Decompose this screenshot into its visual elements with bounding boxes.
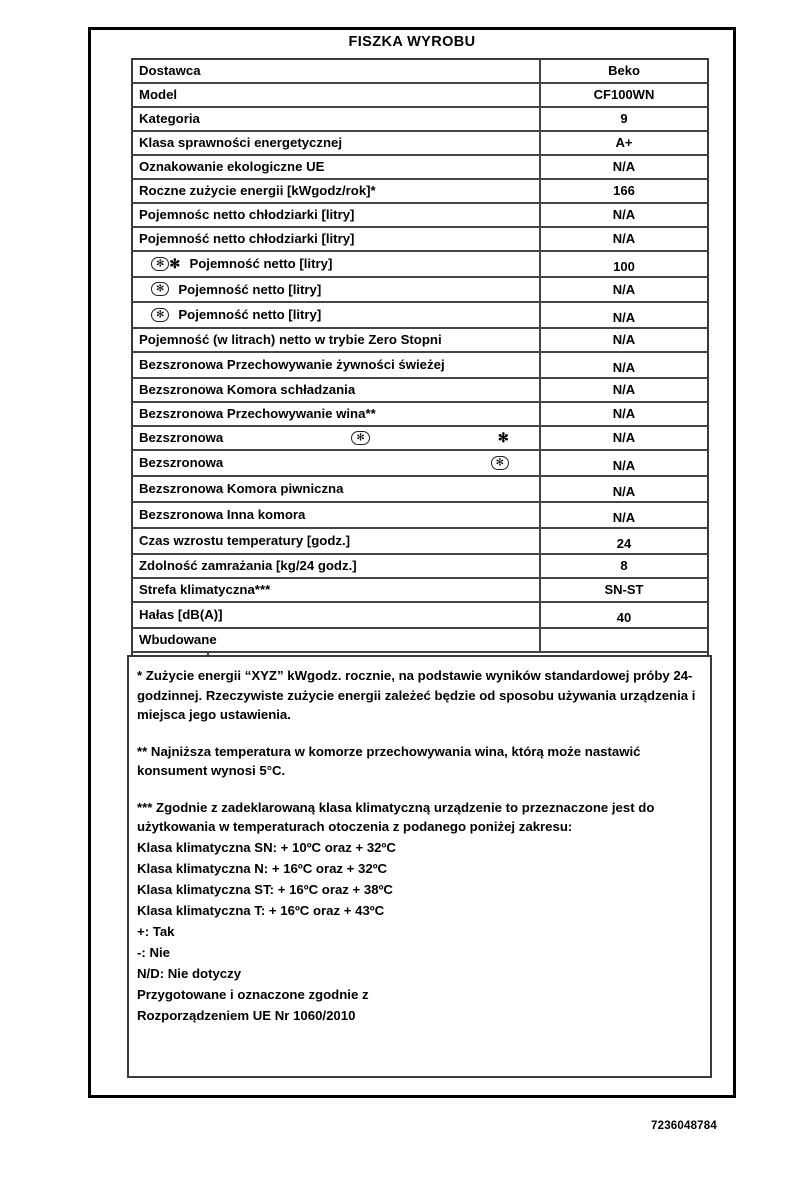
spec-label-text: Pojemność netto [litry] — [178, 281, 322, 297]
spec-row-label — [133, 451, 541, 475]
spec-row — [133, 132, 707, 156]
spec-row-value: CF100WN — [593, 87, 655, 102]
star-rating-badge — [151, 308, 169, 322]
spec-row-value: N/A — [612, 360, 636, 375]
spec-row — [133, 329, 707, 353]
spec-row-label: Bezszronowa Inna komora — [133, 503, 541, 527]
spec-row-value: N/A — [612, 510, 636, 525]
spec-row-label: Bezszronowa Komora piwniczna — [133, 477, 541, 501]
spec-row — [133, 252, 707, 278]
footnote-line: Przygotowane i oznaczone zgodnie z — [137, 986, 369, 1002]
spec-row — [133, 278, 707, 303]
spec-row-value: N/A — [612, 281, 636, 297]
spec-row — [133, 303, 707, 329]
spec-row-value: Beko — [608, 63, 640, 78]
spec-label-text: Bezszronowa — [139, 430, 224, 445]
star-icon: ✻ — [495, 457, 504, 468]
spec-label-text: Pojemność netto [litry] — [189, 256, 333, 271]
spec-row — [133, 108, 707, 132]
spec-row-value: N/A — [612, 159, 636, 174]
star-icon: ✻ — [169, 256, 181, 271]
star-rating-pill — [151, 308, 169, 322]
spec-label-text: Pojemność netto [litry] — [178, 307, 322, 322]
footnote-energy: * Zużycie energii “XYZ” kWgodz. rocznie, na podstawie wyników standardowej próby 24-godzinnej. Rzeczywiste zużycie energii zależeć będzie od sposobu używania urządzenia i miejsca jego ustawienia. — [137, 668, 696, 722]
spec-row-label: Zdolność zamrażania [kg/24 godz.] — [133, 555, 541, 577]
star-icon: ✻ — [156, 283, 165, 295]
spec-row-value: 9 — [620, 111, 628, 126]
spec-row-value: N/A — [612, 382, 636, 397]
spec-row-value: 8 — [620, 558, 628, 573]
footnote-line: -: Nie — [137, 944, 170, 960]
spec-row-value: 166 — [613, 183, 635, 198]
spec-row — [133, 156, 707, 180]
spec-row-label: Hałas [dB(A)] — [133, 603, 541, 627]
star-rating-pill — [351, 431, 369, 445]
product-spec-table — [131, 58, 709, 677]
star-rating-pill — [151, 257, 169, 271]
spec-row-value: SN-ST — [604, 582, 644, 597]
spec-row — [133, 228, 707, 252]
spec-row-value — [541, 629, 707, 651]
star-rating-badge — [151, 282, 169, 296]
spec-row — [133, 477, 707, 503]
spec-row — [133, 353, 707, 379]
star-rating-badge — [351, 431, 369, 445]
footnote-line: Klasa klimatyczna T: + 16ºC oraz + 43ºC — [137, 902, 385, 918]
footnote-line-list — [137, 837, 700, 1026]
spec-row — [133, 427, 707, 451]
document-number: 7236048784 — [651, 1120, 717, 1132]
spec-row-value: N/A — [612, 484, 636, 499]
spec-row — [133, 204, 707, 228]
spec-row — [133, 403, 707, 427]
spec-row — [133, 180, 707, 204]
spec-row-value: A+ — [615, 135, 633, 150]
spec-row-value: N/A — [612, 231, 636, 246]
spec-label-text: Bezszronowa — [139, 455, 224, 470]
spec-row-value: 24 — [616, 536, 632, 551]
spec-row — [133, 629, 707, 653]
spec-row — [133, 379, 707, 403]
spec-row-value: N/A — [612, 207, 636, 222]
star-icon: ✻ — [156, 309, 165, 320]
footnote-wine: ** Najniższa temperatura w komorze przechowywania wina, którą może nastawić konsument wynosi 5°C. — [137, 743, 641, 778]
spec-row-value: N/A — [612, 332, 636, 347]
star-rating-badge — [491, 456, 509, 470]
footnote-line: Klasa klimatyczna SN: + 10ºC oraz + 32ºC — [137, 839, 396, 855]
footnote-line: Rozporządzeniem UE Nr 1060/2010 — [137, 1007, 356, 1023]
spec-row — [133, 60, 707, 84]
spec-row-label: Czas wzrostu temperatury [godz.] — [133, 529, 541, 553]
star-icon: ✻ — [156, 258, 165, 269]
footnotes-box — [127, 655, 712, 1078]
spec-row-value: 40 — [616, 610, 632, 625]
star-rating-pill — [151, 282, 169, 296]
spec-row-label: Kategoria — [133, 108, 541, 130]
spec-row-label: Roczne zużycie energii [kWgodz/rok]* — [133, 180, 541, 202]
spec-row-label: Strefa klimatyczna*** — [133, 579, 541, 601]
star-icon: ✻ — [356, 432, 365, 443]
spec-row — [133, 529, 707, 555]
spec-row — [133, 555, 707, 579]
spec-row-value: 100 — [613, 259, 635, 274]
footnote-line: Klasa klimatyczna N: + 16ºC oraz + 32ºC — [137, 860, 388, 876]
spec-row-value: N/A — [612, 458, 636, 473]
spec-row-label: Oznakowanie ekologiczne UE — [133, 156, 541, 178]
spec-row-label: Dostawca — [133, 60, 541, 82]
page-title: FISZKA WYROBU — [348, 34, 476, 50]
footnote-line: +: Tak — [137, 923, 175, 939]
star-rating-badge — [151, 257, 169, 271]
spec-row-label: Model — [133, 84, 541, 106]
spec-row-label: Bezszronowa Przechowywanie wina** — [133, 403, 541, 425]
spec-row — [133, 503, 707, 529]
star-rating-pill — [491, 456, 509, 470]
spec-row-label: Pojemność (w litrach) netto w trybie Zero Stopni — [133, 329, 541, 351]
spec-row — [133, 603, 707, 629]
spec-row-value: N/A — [612, 406, 636, 421]
spec-row-label: Bezszronowa Komora schładzania — [133, 379, 541, 401]
spec-row-label: Pojemnośc netto chłodziarki [litry] — [133, 204, 541, 226]
footnote-line: N/D: Nie dotyczy — [137, 965, 242, 981]
spec-row-value: N/A — [612, 310, 636, 325]
footnote-climate: *** Zgodnie z zadeklarowaną klasa klimatyczną urządzenie to przeznaczone jest do użytkowania w temperaturach otoczenia z podanego poniżej zakresu: — [137, 799, 655, 834]
footnote-line: Klasa klimatyczna ST: + 16ºC oraz + 38ºC — [137, 881, 393, 897]
spec-row-label: Bezszronowa Przechowywanie żywności świeżej — [133, 353, 541, 377]
spec-row — [133, 451, 707, 477]
star-icon: ✻ — [497, 430, 509, 445]
spec-row-label: Wbudowane — [133, 629, 541, 651]
spec-row-value: N/A — [612, 430, 636, 445]
spec-row-label: Pojemność netto chłodziarki [litry] — [133, 228, 541, 250]
spec-row-label — [133, 252, 541, 276]
spec-row — [133, 579, 707, 603]
spec-row-label: Klasa sprawności energetycznej — [133, 132, 541, 154]
spec-row — [133, 84, 707, 108]
spec-row-label — [133, 427, 541, 449]
spec-row-label — [133, 278, 541, 301]
spec-row-label — [133, 303, 541, 327]
